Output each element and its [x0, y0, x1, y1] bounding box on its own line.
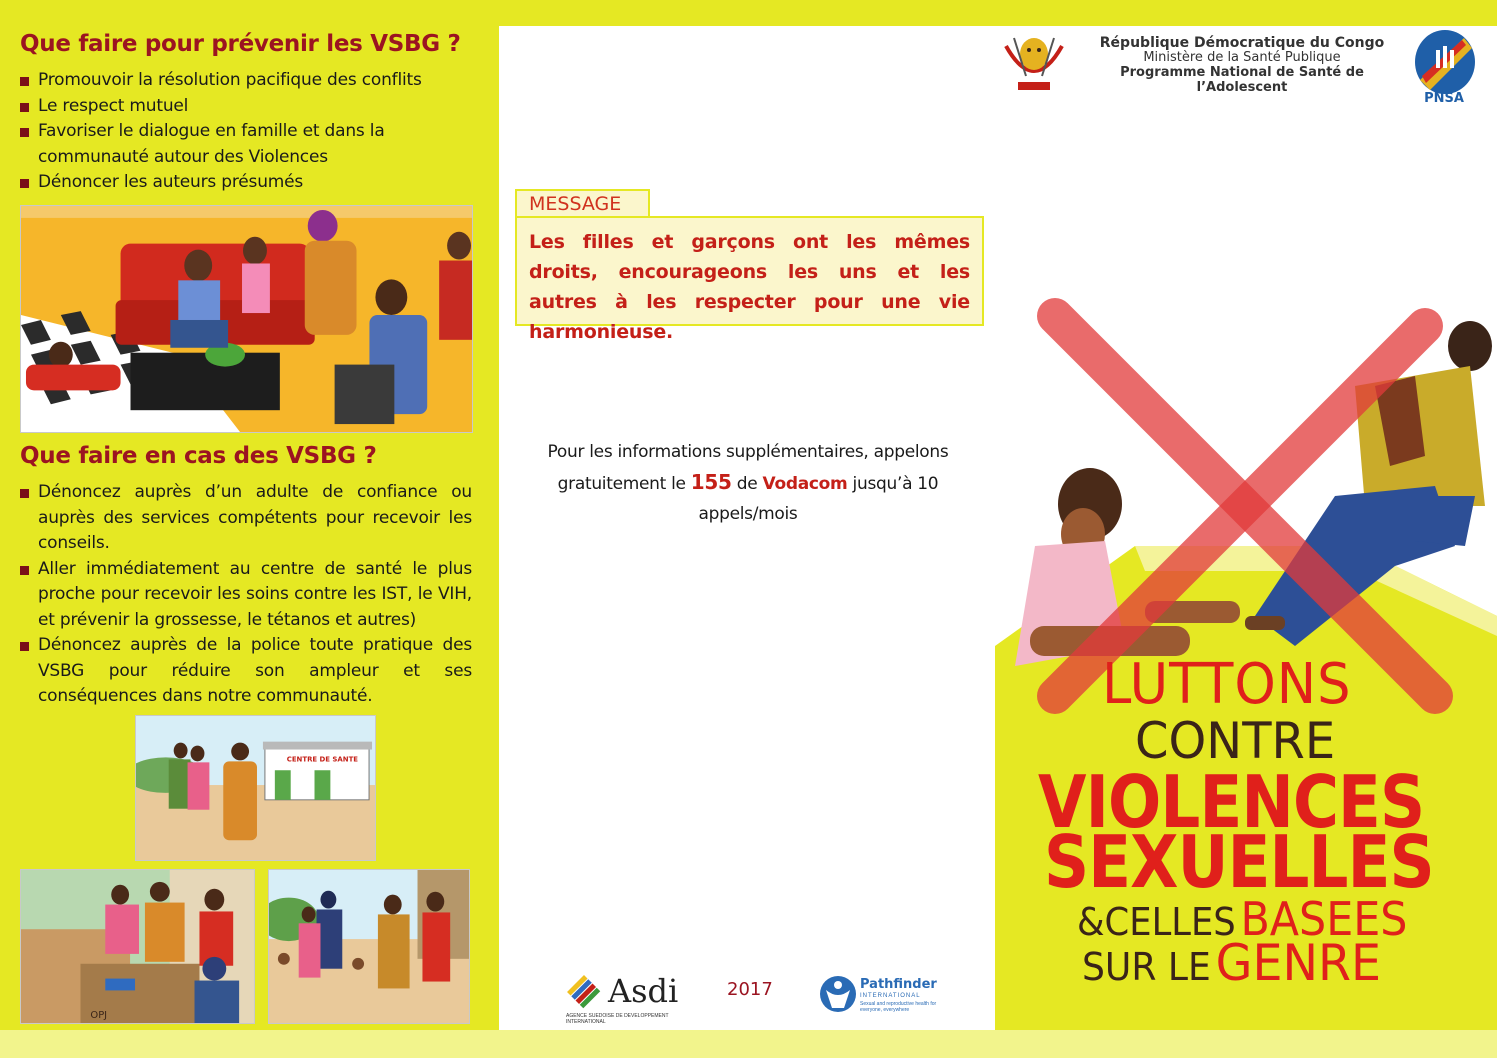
list-item: Dénoncer les auteurs présumés: [20, 170, 472, 196]
list-item: Dénoncez auprès d’un adulte de confiance ou auprès des services compétents pour recevoir les conseils.: [20, 480, 472, 557]
cover-title-basees: BASEES: [1240, 892, 1408, 946]
cover-header: [1074, 36, 1410, 95]
family-illustration: [20, 205, 473, 433]
list-item: Le respect mutuel: [20, 94, 472, 120]
cover-title-genre: GENRE: [1215, 934, 1382, 992]
list-item: Promouvoir la résolution pacifique des conflits: [20, 68, 472, 94]
cover-title-luttons: LUTTONS: [1102, 652, 1352, 717]
police-report-illustration: [20, 869, 255, 1024]
bottom-yellow-strip: [0, 1030, 1497, 1058]
cover-title-violences: VIOLENCES: [1038, 760, 1425, 844]
health-center-sign: CENTRE DE SANTE: [286, 755, 359, 764]
police-sign: OPJ: [90, 1010, 108, 1022]
pathfinder-subtitle: INTERNATIONAL: [860, 993, 921, 999]
message-text: Les filles et garçons ont les mêmes droits, encourageons les uns et les autres à les respecter pour une vie harmonieuse.: [529, 231, 970, 343]
cover-title-celles: &CELLES: [1077, 900, 1236, 944]
hotline-text-before: Pour les informations supplémentaires, appelons gratuitement le: [547, 442, 949, 494]
list-item: Dénoncez auprès de la police toute pratique des VSBG pour réduire son ampleur et ses conséquences dans notre communauté.: [20, 633, 472, 710]
list-item: Favoriser le dialogue en famille et dans la communauté autour des Violences: [20, 119, 472, 170]
cover-title-sexuelles: SEXUELLES: [1044, 820, 1434, 904]
health-center-illustration: [135, 715, 376, 861]
cover-title-sur-le: SUR LE: [1082, 945, 1211, 989]
header-program: Programme National de Santé de l’Adolescent: [1120, 65, 1364, 95]
hotline-number: 155: [690, 470, 732, 494]
response-list: [20, 480, 472, 710]
hotline-text-after: jusqu’à 10 appels/mois: [698, 474, 939, 524]
message-label: MESSAGE: [515, 189, 650, 217]
hotline-operator: Vodacom: [762, 474, 848, 494]
message-box: [515, 216, 984, 343]
asdi-name: Asdi: [608, 972, 679, 1010]
prevention-title: Que faire pour prévenir les VSBG ?: [20, 31, 461, 57]
prevention-list: [20, 68, 472, 196]
pnsa-label: PNSA: [1424, 91, 1464, 106]
pathfinder-logo-icon: [818, 974, 858, 1014]
cover-title-sur-le-genre: [1082, 934, 1381, 992]
pathfinder-name: Pathfinder: [860, 977, 937, 992]
response-title: Que faire en cas des VSBG ?: [20, 443, 377, 469]
hotline-info: [512, 437, 984, 529]
publication-year: 2017: [727, 979, 773, 1000]
hotline-text-de: de: [731, 474, 763, 494]
street-police-illustration: [268, 869, 470, 1024]
header-ministry: Ministère de la Santé Publique: [1143, 50, 1341, 65]
list-item: Aller immédiatement au centre de santé le plus proche pour recevoir les soins contre les IST, le VIH, et prévenir la grossesse, le tétanos et autres): [20, 557, 472, 634]
pathfinder-tagline: Sexual and reproductive health for everyone, everywhere: [860, 1001, 937, 1013]
drc-coat-of-arms-icon: [996, 26, 1072, 102]
header-country: République Démocratique du Congo: [1099, 35, 1385, 51]
asdi-subtitle: AGENCE SUEDOISE DE DEVELOPPEMENT INTERNATIONAL: [566, 1013, 669, 1025]
cover-title-contre: CONTRE: [1135, 712, 1336, 770]
